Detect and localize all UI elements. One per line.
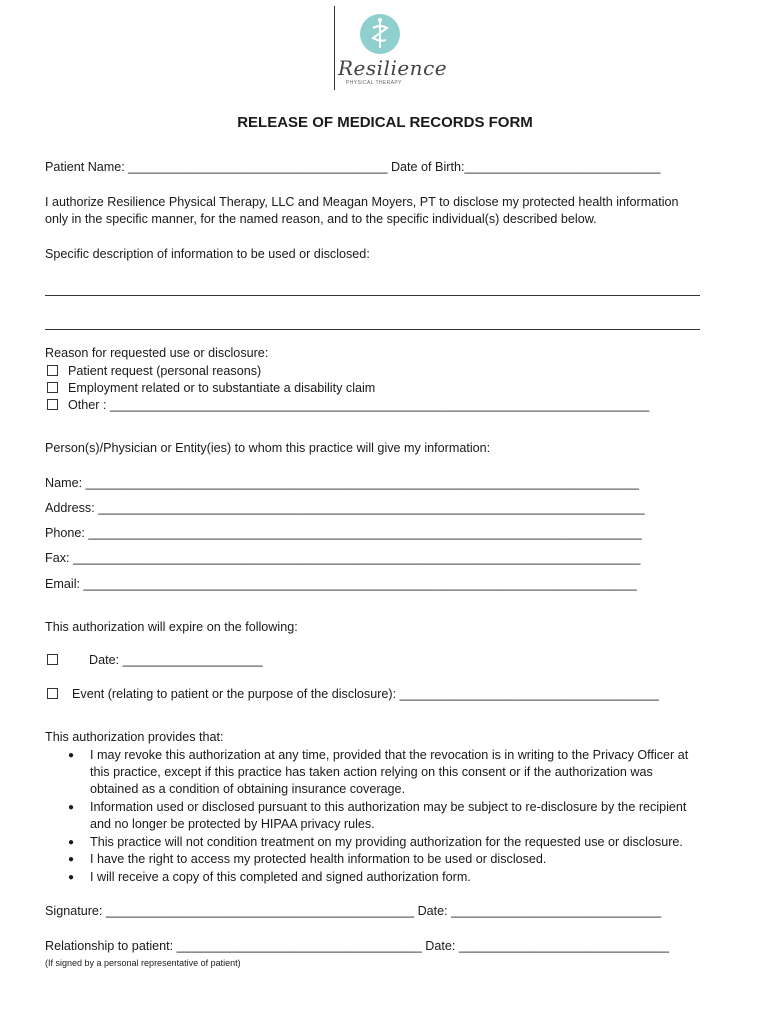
bullet-icon: ● — [68, 802, 75, 813]
checkbox[interactable] — [47, 399, 58, 410]
reason-option-employment[interactable] — [47, 380, 375, 397]
bullet-icon: ● — [68, 837, 75, 848]
description-line-1[interactable] — [45, 295, 700, 296]
logo-wordmark: Resilience — [338, 56, 448, 80]
authorization-text-line-1: I authorize Resilience Physical Therapy, LLC and Meagan Moyers, PT to disclose my protected health information — [45, 195, 679, 209]
recipient-name-field[interactable]: Name: _______________________________________________________________________________ — [45, 476, 639, 490]
authorization-text-line-2: only in the specific manner, for the named reason, and to the specific individual(s) described below. — [45, 212, 597, 226]
provision-redisclosure-line-2: and no longer be protected by HIPAA privacy rules. — [90, 817, 375, 831]
reason-heading: Reason for requested use or disclosure: — [45, 346, 269, 360]
representative-note: (If signed by a personal representative of patient) — [45, 958, 241, 968]
resilience-logo — [334, 4, 448, 94]
bullet-icon: ● — [68, 854, 75, 865]
reason-option-label: Patient request (personal reasons) — [68, 364, 262, 378]
checkbox[interactable] — [47, 654, 58, 665]
recipient-phone-field[interactable]: Phone: _______________________________________________________________________________ — [45, 526, 642, 540]
reason-option-label: Employment related or to substantiate a disability claim — [68, 381, 376, 395]
reason-option-label: Other : _____________________________________________________________________________ — [68, 398, 650, 412]
provision-revoke-line-1: I may revoke this authorization at any time, provided that the revocation is in writing to the Privacy Officer at — [90, 748, 689, 762]
description-line-2[interactable] — [45, 329, 700, 330]
persons-heading: Person(s)/Physician or Entity(ies) to whom this practice will give my information: — [45, 441, 491, 455]
provision-redisclosure-line-1: Information used or disclosed pursuant to this authorization may be subject to re-disclosure by the recipient — [90, 800, 687, 814]
expire-heading: This authorization will expire on the following: — [45, 620, 298, 634]
logo-divider — [334, 6, 335, 90]
recipient-email-field[interactable]: Email: _______________________________________________________________________________ — [45, 577, 637, 591]
expire-event-option[interactable] — [47, 686, 659, 703]
provision-copy: I will receive a copy of this completed and signed authorization form. — [90, 870, 471, 884]
bullet-icon: ● — [68, 750, 75, 761]
provision-access-right: I have the right to access my protected health information to be used or disclosed. — [90, 852, 547, 866]
relationship-date-line[interactable]: Relationship to patient: ___________________________________ Date: ______________________________ — [45, 939, 669, 953]
provision-no-condition: This practice will not condition treatment on my providing authorization for the requested use or disclosure. — [90, 835, 683, 849]
recipient-fax-field[interactable]: Fax: _________________________________________________________________________________ — [45, 551, 641, 565]
provision-revoke-line-3: obtained as a condition of obtaining insurance coverage. — [90, 782, 406, 796]
checkbox[interactable] — [47, 365, 58, 376]
signature-date-line[interactable]: Signature: ____________________________________________ Date: ______________________________ — [45, 904, 662, 918]
patient-name-dob-line[interactable]: Patient Name: _____________________________________ Date of Birth:____________________________ — [45, 160, 661, 174]
logo-tagline: PHYSICAL THERAPY — [346, 80, 402, 86]
expire-event-label: Event (relating to patient or the purpose of the disclosure): _____________________________________ — [72, 687, 659, 701]
page-title: RELEASE OF MEDICAL RECORDS FORM — [237, 114, 533, 131]
expire-date-label: Date: ____________________ — [89, 653, 263, 667]
expire-date-option[interactable] — [47, 652, 263, 669]
provision-revoke-line-2: this practice, except if this practice has taken action relying on this consent or if the authorization was — [90, 765, 653, 779]
recipient-address-field[interactable]: Address: ______________________________________________________________________________ — [45, 501, 645, 515]
checkbox[interactable] — [47, 688, 58, 699]
logo-emblem-icon — [360, 14, 400, 54]
bullet-icon: ● — [68, 872, 75, 883]
provides-heading: This authorization provides that: — [45, 730, 224, 744]
checkbox[interactable] — [47, 382, 58, 393]
specific-description-label: Specific description of information to be used or disclosed: — [45, 247, 370, 261]
reason-option-other[interactable] — [47, 397, 649, 414]
reason-option-patient-request[interactable] — [47, 363, 261, 380]
